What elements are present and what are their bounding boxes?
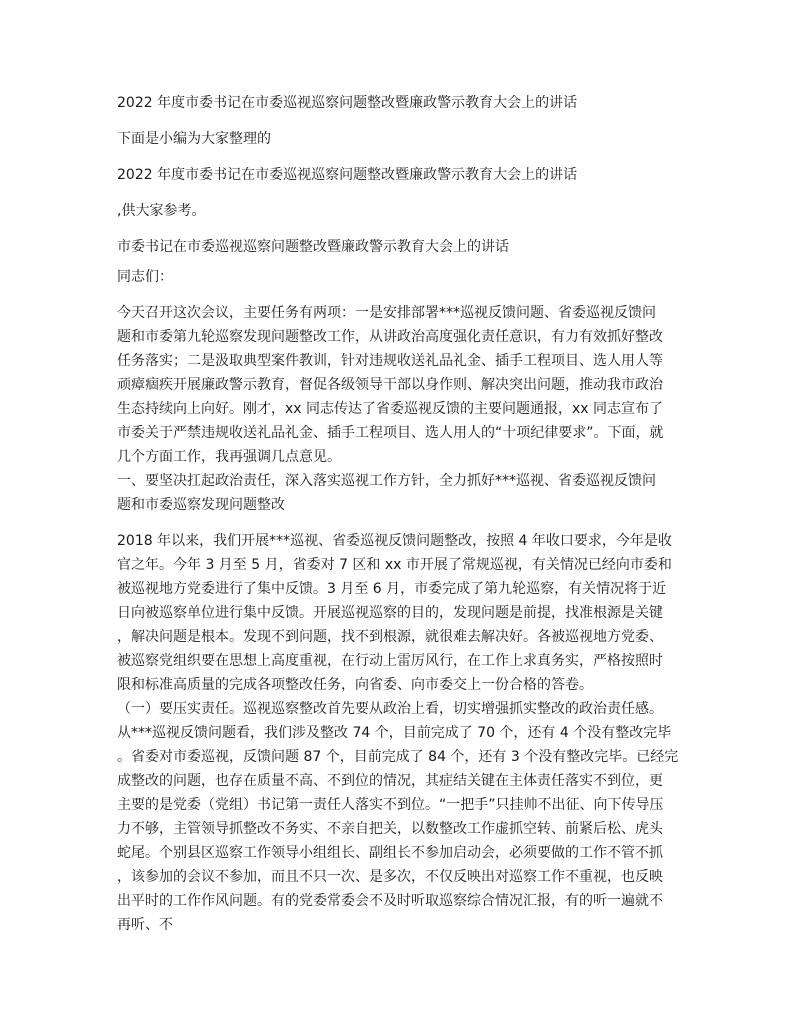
paragraph-line: 力不够，主管领导抓整改不务实、不亲自把关，以数整改工作虚抓空转、前紧后松、虎头 [117,821,663,837]
paragraph-line: 市委关于严禁违规收送礼品礼金、插手工程项目、选人用人的“十项纪律要求”。下面，就 [117,425,664,441]
paragraph-line: 日向被巡察单位进行集中反馈。开展巡视巡察的目的，发现问题是前提，找准根源是关键 [117,605,663,621]
paragraph-line: 再听、不 [117,917,173,933]
paragraph-line: ，该参加的会议不参加，而且不只一次、是多次，不仅反映出对巡察工作不重视，也反映 [117,869,663,885]
reference-note: ,供大家参考。 [117,203,206,219]
paragraph-line: （一）要压实责任。巡视巡察整改首先要从政治上看，切实增强抓实整改的政治责任感。 [117,701,663,717]
document-title: 2022 年度市委书记在市委巡视巡察问题整改暨廉政警示教育大会上的讲话 [117,95,578,111]
paragraph-line: 成整改的问题，也存在质量不高、不到位的情况，其症结关键在主体责任落实不到位，更 [117,773,663,789]
paragraph-line: 顽瘴痼疾开展廉政警示教育，督促各级领导干部以身作则、解决突出问题，推动我市政治 [117,377,663,393]
speech-title: 市委书记在市委巡视巡察问题整改暨廉政警示教育大会上的讲话 [117,239,509,255]
paragraph-line: 主要的是党委（党组）书记第一责任人落实不到位。“一把手”只挂帅不出征、向下传导压 [117,797,664,813]
document-title-repeat: 2022 年度市委书记在市委巡视巡察问题整改暨廉政警示教育大会上的讲话 [117,167,578,183]
paragraph-line: 生态持续向上向好。刚才，xx 同志传达了省委巡视反馈的主要问题通报，xx 同志宣布了 [117,401,664,417]
greeting: 同志们： [117,269,173,285]
paragraph-opening [117,301,685,469]
paragraph-line: 出平时的工作作风问题。有的党委常委会不及时听取巡察综合情况汇报，有的听一遍就不 [117,893,663,909]
paragraph-line: 限和标准高质量的完成各项整改任务，向省委、向市委交上一份合格的答卷。 [117,677,593,693]
paragraph-line: 题和市委第九轮巡察发现问题整改工作，从讲政治高度强化责任意识，有力有效抓好整改 [117,329,663,345]
paragraph-line: 蛇尾。个别县区巡察工作领导小组组长、副组长不参加启动会，必须要做的工作不管不抓 [117,845,663,861]
heading-line: 题和市委巡察发现问题整改 [117,497,285,513]
paragraph-line: 被巡视地方党委进行了集中反馈。3 月至 6 月，市委完成了第九轮巡察，有关情况将于近 [117,581,667,597]
paragraph-line: 从***巡视反馈问题看，我们涉及整改 74 个，目前完成了 70 个，还有 4 个没有整改完毕 [117,725,672,741]
heading-line: 一、要坚决扛起政治责任，深入落实巡视工作方针，全力抓好***巡视、省委巡视反馈问 [117,473,656,489]
paragraph-line: ，解决问题是根本。发现不到问题，找不到根源，就很难去解决好。各被巡视地方党委、 [117,629,663,645]
paragraph-line: 官之年。今年 3 月至 5 月，省委对 7 区和 xx 市开展了常规巡视，有关情况已经向市委和 [117,557,672,573]
paragraph-line: 2018 年以来，我们开展***巡视、省委巡视反馈问题整改，按照 4 年收口要求，今年是收 [117,533,672,549]
intro-line: 下面是小编为大家整理的 [117,131,271,147]
paragraph-line: 几个方面工作，我再强调几点意见。 [117,449,341,465]
paragraph-line: 今天召开这次会议，主要任务有两项：一是安排部署***巡视反馈问题、省委巡视反馈问 [117,305,656,321]
section-heading [117,469,685,517]
paragraph-line: 被巡察党组织要在思想上高度重视，在行动上雷厉风行，在工作上求真务实，严格按照时 [117,653,663,669]
paragraph-line: 。省委对市委巡视，反馈问题 87 个，目前完成了 84 个，还有 3 个没有整改完毕。已经完 [117,749,679,765]
paragraph-background [117,529,685,697]
paragraph-responsibility [117,697,685,937]
paragraph-line: 任务落实；二是汲取典型案件教训，针对违规收送礼品礼金、插手工程项目、选人用人等 [117,353,663,369]
